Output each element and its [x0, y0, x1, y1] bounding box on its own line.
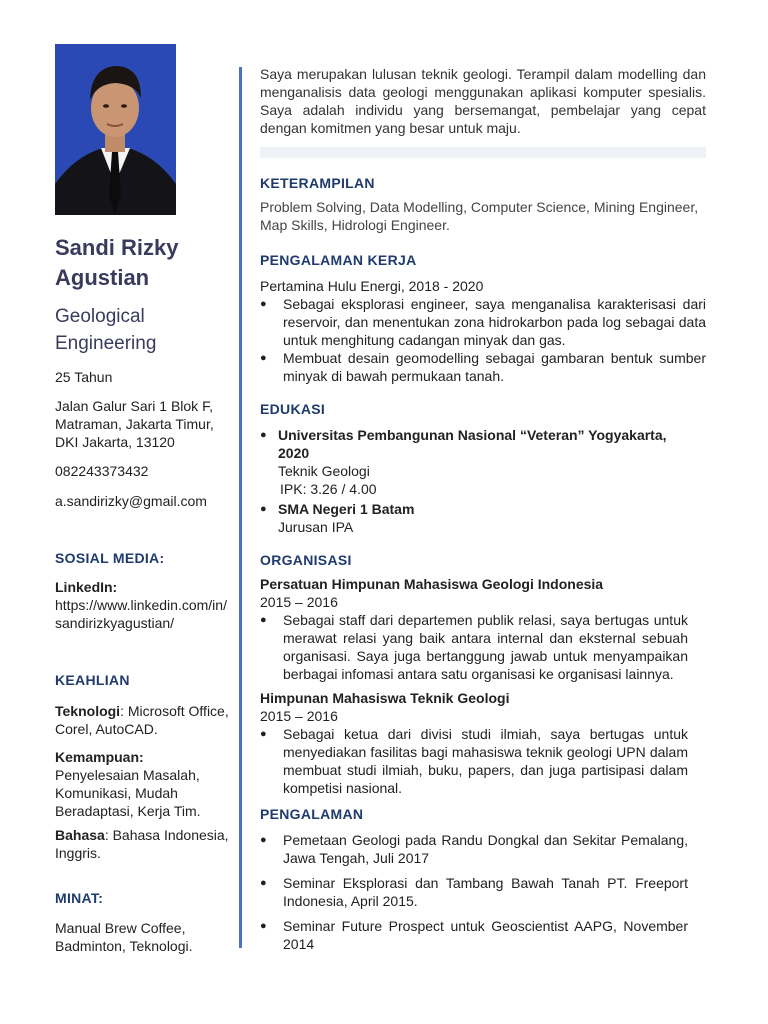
address-line-2: Matraman, Jakarta Timur,: [55, 416, 214, 432]
list-item: ● Seminar Future Prospect untuk Geoscientist AAPG, November 2014: [260, 917, 688, 953]
pengalaman-kerja-heading: PENGALAMAN KERJA: [260, 252, 417, 268]
age: 25 Tahun: [55, 369, 113, 385]
skill-teknologi: [55, 702, 237, 738]
address-line-3: DKI Jakarta, 13120: [55, 434, 175, 450]
school-1-major: Teknik Geologi: [278, 463, 370, 479]
full-name: [55, 233, 237, 293]
education-list: [260, 426, 706, 536]
teknologi-label: Teknologi: [55, 703, 121, 719]
title-line-1: Geological: [55, 306, 145, 327]
school-1-name: Universitas Pembangunan Nasional “Veteran” Yogyakarta, 2020: [278, 427, 667, 461]
address: [55, 397, 237, 451]
social-media-heading: SOSIAL MEDIA:: [55, 550, 165, 566]
org-2-name: Himpunan Mahasiswa Teknik Geologi: [260, 690, 510, 706]
org-1-name: Persatuan Himpunan Mahasiswa Geologi Indonesia: [260, 576, 604, 592]
bahasa-value: : Bahasa Indonesia, Inggris.: [55, 827, 229, 861]
list-item: [260, 500, 706, 536]
list-item: [260, 426, 706, 498]
edukasi-heading: EDUKASI: [260, 401, 326, 417]
list-item: ● Sebagai eksplorasi engineer, saya menganalisa karakterisasi dari reservoir, dan menentukan zona hidrokarbon pada log sebagai data untuk menghitung cadangan minyak dan gas.: [260, 295, 706, 349]
minat-heading: MINAT:: [55, 890, 104, 906]
pengalaman-list: [260, 831, 688, 953]
keahlian-heading: KEAHLIAN: [55, 672, 130, 688]
keterampilan-text: Problem Solving, Data Modelling, Computer Science, Mining Engineer, Map Skills, Hidrologi Engineer.: [260, 199, 699, 233]
work-company: Pertamina Hulu Energi, 2018 - 2020: [260, 278, 484, 294]
org-1-bullets: [260, 611, 688, 683]
phone-number: 082243373432: [55, 463, 149, 479]
minat-text: Manual Brew Coffee, Badminton, Teknologi.: [55, 920, 193, 954]
work-bullets: [260, 295, 706, 385]
address-line-1: Jalan Galur Sari 1 Blok F,: [55, 398, 213, 414]
summary-divider-band: [260, 147, 706, 158]
list-item: ● Membuat desain geomodelling sebagai gambaran bentuk sumber minyak di bawah permukaan tanah.: [260, 349, 706, 385]
vertical-divider: [239, 67, 242, 948]
list-item: ● Seminar Eksplorasi dan Tambang Bawah Tanah PT. Freeport Indonesia, April 2015.: [260, 874, 688, 910]
org-2-bullets: [260, 725, 688, 797]
list-item: ● Pemetaan Geologi pada Randu Dongkal dan Sekitar Pemalang, Jawa Tengah, Juli 2017: [260, 831, 688, 867]
left-column: [55, 44, 237, 955]
email-address[interactable]: a.sandirizky@gmail.com: [55, 493, 207, 509]
school-2-major: Jurusan IPA: [278, 519, 354, 535]
skill-kemampuan: [55, 748, 237, 820]
org-1-period: 2015 – 2016: [260, 594, 338, 610]
linkedin-url-line-2[interactable]: sandirizkyagustian/: [55, 615, 175, 631]
bahasa-label: Bahasa: [55, 827, 105, 843]
name-line-2: Agustian: [55, 265, 150, 290]
keterampilan-heading: KETERAMPILAN: [260, 175, 375, 191]
org-2-period: 2015 – 2016: [260, 708, 338, 724]
profile-summary: Saya merupakan lulusan teknik geologi. Terampil dalam modelling dan menganalisis data geologi menggunakan aplikasi komputer spesialis. Saya adalah individu yang bersemangat, pembelajar yang cepat dengan komitmen yang besar untuk maju.: [260, 66, 706, 136]
right-column: [260, 65, 706, 953]
skill-bahasa: [55, 826, 237, 862]
job-title: [55, 303, 237, 357]
name-line-1: Sandi Rizky: [55, 235, 179, 260]
organisasi-heading: ORGANISASI: [260, 552, 352, 568]
teknologi-value: : Microsoft Office, Corel, AutoCAD.: [55, 703, 229, 737]
list-item: ● Sebagai staff dari departemen publik relasi, saya bertugas untuk merawat relasi yang baik antara internal dan eksternal sebuah organisasi. Saya juga bertanggung jawab untuk menyampaikan berbagai infomasi antara satu organisasi ke organisasi lainnya.: [260, 611, 688, 683]
linkedin-label: LinkedIn:: [55, 579, 118, 595]
school-2-name: SMA Negeri 1 Batam: [278, 501, 415, 517]
list-item: ● Sebagai ketua dari divisi studi ilmiah, saya bertugas untuk menyediakan fasilitas bagi mahasiswa teknik geologi UPN dalam membuat studi ilmiah, buku, papers, dan juga partisipasi dalam kompetisi nasional.: [260, 725, 688, 797]
kemampuan-label: Kemampuan:: [55, 749, 144, 765]
linkedin-block: [55, 578, 237, 632]
school-1-gpa: IPK: 3.26 / 4.00: [280, 481, 377, 497]
title-line-2: Engineering: [55, 333, 157, 354]
profile-photo: [55, 44, 176, 215]
kemampuan-value: Penyelesaian Masalah, Komunikasi, Mudah Beradaptasi, Kerja Tim.: [55, 767, 201, 819]
pengalaman-heading: PENGALAMAN: [260, 806, 364, 822]
linkedin-url-line-1[interactable]: https://www.linkedin.com/in/: [55, 597, 227, 613]
